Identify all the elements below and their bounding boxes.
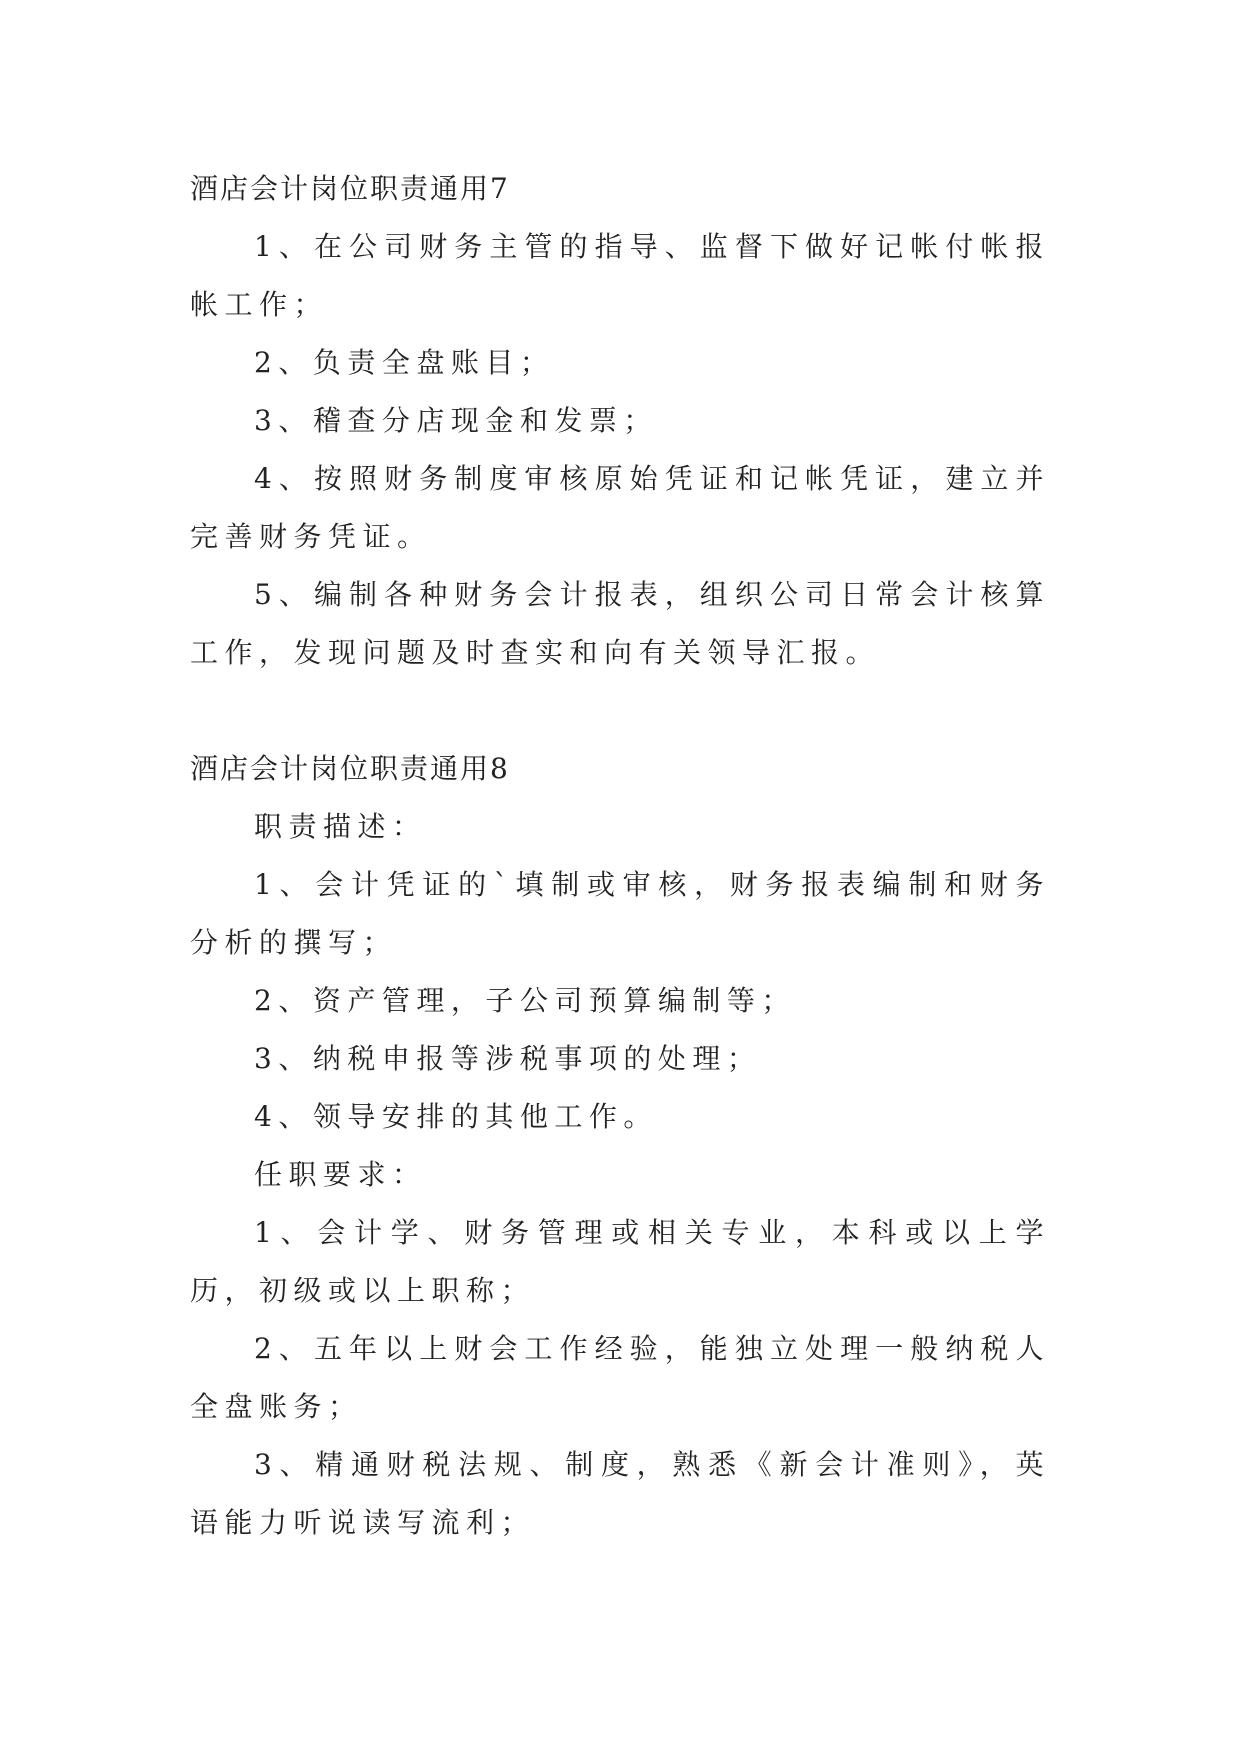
subheading-requirements: 任职要求： [254,1158,427,1191]
section-title: 酒店会计岗位职责通用8 [190,752,510,785]
paragraph: 1、会计凭证的`填制或审核，财务报表编制和财务分析的撰写； [190,868,1050,959]
paragraph: 5、编制各种财务会计报表，组织公司日常会计核算工作，发现问题及时查实和向有关领导汇报。 [190,578,1050,669]
paragraph: 2、负责全盘账目； [254,346,555,379]
section-title: 酒店会计岗位职责通用7 [190,172,510,205]
paragraph: 4、领导安排的其他工作。 [254,1100,658,1133]
document-body [190,160,1050,1552]
paragraph: 1、会计学、财务管理或相关专业，本科或以上学历，初级或以上职称； [190,1216,1050,1307]
section-8 [190,740,1050,1552]
subheading-duties: 职责描述： [254,810,427,843]
paragraph: 2、资产管理，子公司预算编制等； [254,984,796,1017]
paragraph: 2、五年以上财会工作经验，能独立处理一般纳税人全盘账务； [190,1332,1050,1423]
paragraph: 4、按照财务制度审核原始凭证和记帐凭证，建立并完善财务凭证。 [190,462,1050,553]
paragraph: 3、稽查分店现金和发票； [254,404,658,437]
paragraph: 3、纳税申报等涉税事项的处理； [254,1042,762,1075]
section-7 [190,160,1050,682]
section-spacer [190,682,1050,740]
paragraph: 1、在公司财务主管的指导、监督下做好记帐付帐报帐工作； [190,230,1050,321]
paragraph: 3、精通财税法规、制度，熟悉《新会计准则》，英语能力听说读写流利； [190,1448,1050,1539]
